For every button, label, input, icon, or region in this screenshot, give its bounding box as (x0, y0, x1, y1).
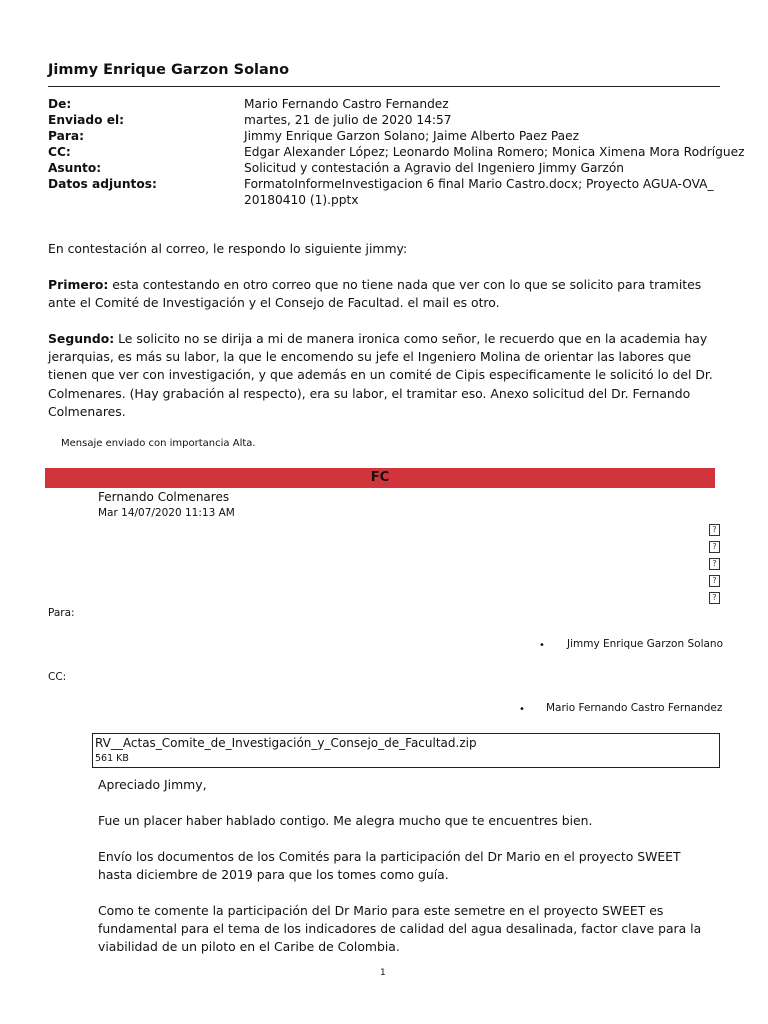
importance-note: Mensaje enviado con importancia Alta. (61, 438, 256, 449)
second-paragraph (48, 330, 720, 421)
missing-image-icon[interactable]: ? (709, 592, 720, 604)
subject-label: Asunto: (48, 161, 102, 175)
second-label: Segundo: (48, 331, 115, 346)
forwarded-date: Mar 14/07/2020 11:13 AM (98, 507, 235, 519)
first-text: esta contestando en otro correo que no tiene nada que ver con lo que se solicito para tramites ante el Comité de Investigación y el Consejo de Facultad. el mail es otro. (48, 277, 702, 311)
to-value: Jimmy Enrique Garzon Solano; Jaime Alberto Paez Paez (244, 129, 580, 143)
sender-initials-banner (45, 468, 715, 488)
attachments-value-line2: 20180410 (1).pptx (244, 193, 359, 207)
greeting: Apreciado Jimmy, (98, 777, 207, 792)
from-value: Mario Fernando Castro Fernandez (244, 97, 449, 111)
attachment-name[interactable]: RV__Actas_Comite_de_Investigación_y_Consejo_de_Facultad.zip (95, 736, 477, 750)
sent-value: martes, 21 de julio de 2020 14:57 (244, 113, 452, 127)
missing-image-icon[interactable]: ? (709, 524, 720, 536)
forwarded-to-label: Para: (48, 607, 75, 619)
forwarded-cc-label: CC: (48, 671, 67, 683)
document-title: Jimmy Enrique Garzon Solano (48, 62, 290, 78)
subject-value: Solicitud y contestación a Agravio del Ingeniero Jimmy Garzón (244, 161, 625, 175)
forwarded-sender: Fernando Colmenares (98, 490, 230, 504)
first-label: Primero: (48, 277, 109, 292)
from-label: De: (48, 97, 72, 111)
page-number: 1 (380, 968, 386, 978)
cc-label: CC: (48, 145, 71, 159)
sender-initials: FC (370, 470, 390, 485)
attachments-value-line1: FormatoInformeInvestigacion 6 final Mario Castro.docx; Proyecto AGUA-OVA_ (244, 177, 714, 191)
first-paragraph (48, 276, 720, 312)
missing-image-icon[interactable]: ? (709, 558, 720, 570)
forwarded-paragraph-2: Envío los documentos de los Comités para la participación del Dr Mario en el proyecto SWEET hasta diciembre de 2019 para que los tomes como guía. (98, 849, 681, 882)
intro-paragraph: En contestación al correo, le respondo lo siguiente jimmy: (48, 241, 408, 256)
bullet-icon: • (519, 704, 525, 715)
bullet-icon: • (539, 640, 545, 651)
second-text: Le solicito no se dirija a mi de manera ironica como señor, le recuerdo que en la academia hay jerarquias, es más su labor, la que le encomendo su jefe el Ingeniero Molina de orientar las labores que tienen que ver con investigación, y que además en un comité de Cipis especificamente le solicitó lo del Dr. Colmenares. (Hay grabación al respecto), era su labor, el tramitar eso. Anexo solicitud del Dr. Fernando Colmenares. (48, 331, 713, 419)
attachment-box[interactable] (92, 733, 720, 768)
forwarded-paragraph-3: Como te comente la participación del Dr Mario para este semetre en el proyecto SWEET es fundamental para el tema de los indicadores de calidad del agua desalinada, factor clave para la viabilidad de un piloto en el Caribe de Colombia. (98, 903, 702, 954)
cc-value: Edgar Alexander López; Leonardo Molina Romero; Monica Ximena Mora Rodríguez (244, 145, 745, 159)
forwarded-to-recipient: Jimmy Enrique Garzon Solano (567, 638, 723, 650)
attachments-label: Datos adjuntos: (48, 177, 157, 191)
missing-image-icon[interactable]: ? (709, 575, 720, 587)
attachment-size: 561 KB (95, 753, 129, 764)
sent-label: Enviado el: (48, 113, 125, 127)
title-divider (48, 86, 720, 87)
forwarded-paragraph-1: Fue un placer haber hablado contigo. Me alegra mucho que te encuentres bien. (98, 813, 593, 828)
to-label: Para: (48, 129, 84, 143)
missing-image-icon[interactable]: ? (709, 541, 720, 553)
forwarded-cc-recipient: Mario Fernando Castro Fernandez (546, 702, 723, 714)
